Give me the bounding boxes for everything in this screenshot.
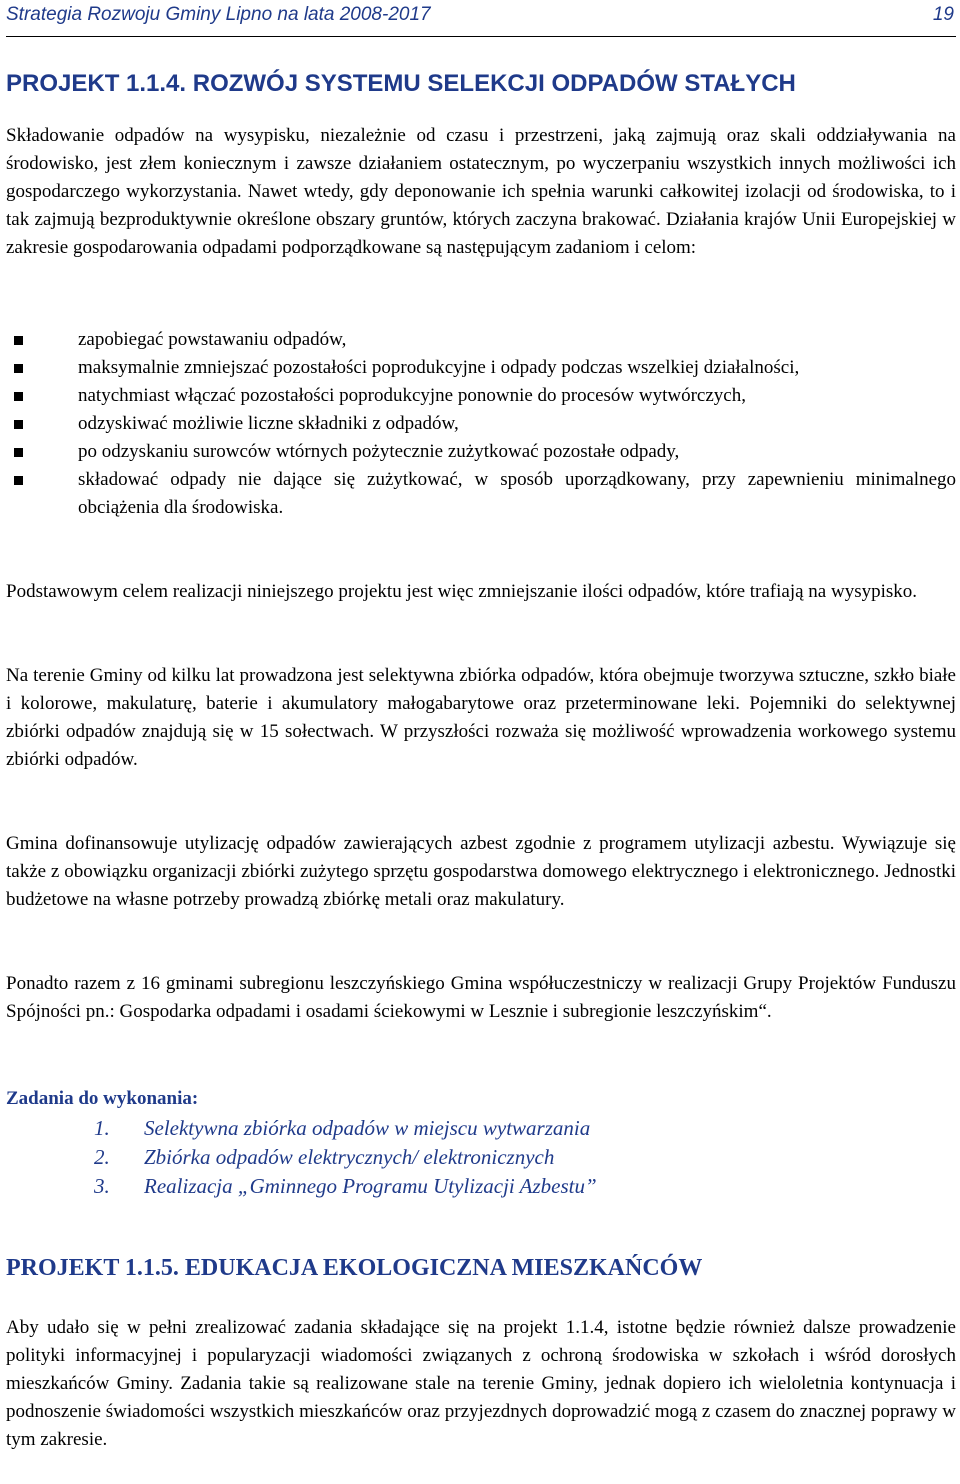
square-bullet-icon <box>14 392 23 401</box>
list-item: 3. Realizacja „Gminnego Programu Utylizacji Azbestu” <box>94 1174 597 1198</box>
project-1-heading: PROJEKT 1.1.4. ROZWÓJ SYSTEMU SELEKCJI ODPADÓW STAŁYCH <box>6 70 796 97</box>
page-header <box>6 0 956 37</box>
header-title: Strategia Rozwoju Gminy Lipno na lata 2008-2017 <box>6 4 431 25</box>
goals-list <box>6 326 956 522</box>
project-2-heading: PROJEKT 1.1.5. EDUKACJA EKOLOGICZNA MIESZKAŃCÓW <box>6 1255 703 1281</box>
list-item: 1. Selektywna zbiórka odpadów w miejscu wytwarzania <box>94 1116 591 1140</box>
education-paragraph: Aby udało się w pełni zrealizować zadania składające się na projekt 1.1.4, istotne będzie również dalsze prowadzenie polityki informacyjnej i popularyzacji wiadomości związanych z ochroną środowiska w szkołach i wśród dorosłych mieszkańców Gminy. Zadania takie są realizowane stale na terenie Gminy, jednak dopiero ich wieloletnia kontynuacja i podnoszenie świadomości wszystkich mieszkańców oraz przyjezdnych doprowadzić mogą z czasem do znacznej poprawy w tym zakresie. <box>6 1317 956 1450</box>
list-item: maksymalnie zmniejszać pozostałości poprodukcyjne i odpady podczas wszelkiej działalności, <box>6 354 956 382</box>
list-item: 2. Zbiórka odpadów elektrycznych/ elektronicznych <box>94 1145 555 1169</box>
square-bullet-icon <box>14 336 23 345</box>
list-item: po odzyskaniu surowców wtórnych pożytecznie zużytkować pozostałe odpady, <box>6 438 956 466</box>
list-item: zapobiegać powstawaniu odpadów, <box>6 326 956 354</box>
partnership-paragraph: Ponadto razem z 16 gminami subregionu leszczyńskiego Gmina współuczestniczy w realizacji Grupy Projektów Funduszu Spójności pn.: Gospodarka odpadami i osadami ściekowymi w Lesznie i subregionie leszczyńskim“. <box>6 973 956 1022</box>
collection-paragraph: Na terenie Gminy od kilku lat prowadzona jest selektywna zbiórka odpadów, która obejmuje tworzywa sztuczne, szkło białe i kolorowe, makulaturę, baterie i akumulatory małogabarytowe oraz przeterminowane leki. Pojemniki do selektywnej zbiórki odpadów znajdują się w 15 sołectwach. W przyszłości rozważa się możliwość wprowadzenia workowego systemu zbiórki odpadów. <box>6 665 956 770</box>
list-item: natychmiast włączać pozostałości poprodukcyjne ponownie do procesów wytwórczych, <box>6 382 956 410</box>
page-number: 19 <box>932 4 954 25</box>
square-bullet-icon <box>14 476 23 485</box>
list-item: składować odpady nie dające się zużytkować, w sposób uporządkowany, przy zapewnieniu minimalnego obciążenia dla środowiska. <box>6 466 956 522</box>
square-bullet-icon <box>14 448 23 457</box>
asbestos-paragraph: Gmina dofinansowuje utylizację odpadów zawierających azbest zgodnie z programem utylizacji azbestu. Wywiązuje się także z obowiązku organizacji zbiórki zużytego sprzętu gospodarstwa domowego elektrycznego i elektronicznego. Jednostki budżetowe na własne potrzeby prowadzą zbiórkę metali oraz makulatury. <box>6 833 956 910</box>
list-item: odzyskiwać możliwie liczne składniki z odpadów, <box>6 410 956 438</box>
square-bullet-icon <box>14 364 23 373</box>
tasks-list <box>94 1114 597 1201</box>
square-bullet-icon <box>14 420 23 429</box>
project-1-intro-paragraph: Składowanie odpadów na wysypisku, niezależnie od czasu i przestrzeni, jaką zajmują oraz skali oddziaływania na środowisko, jest złem koniecznym i zawsze działaniem ostatecznym, po wyczerpaniu wszystkich innych możliwości ich gospodarczego wykorzystania. Nawet wtedy, gdy deponowanie ich spełnia warunki całkowitej izolacji od środowiska, to i tak zajmują bezproduktywnie określone obszary gruntów, których zaczyna brakować. Działania krajów Unii Europejskiej w zakresie gospodarowania odpadami podporządkowane są następującym zadaniom i celom: <box>6 125 956 258</box>
goal-paragraph: Podstawowym celem realizacji niniejszego projektu jest więc zmniejszanie ilości odpadów, które trafiają na wysypisko. <box>6 581 918 602</box>
tasks-heading: Zadania do wykonania: <box>6 1088 199 1109</box>
